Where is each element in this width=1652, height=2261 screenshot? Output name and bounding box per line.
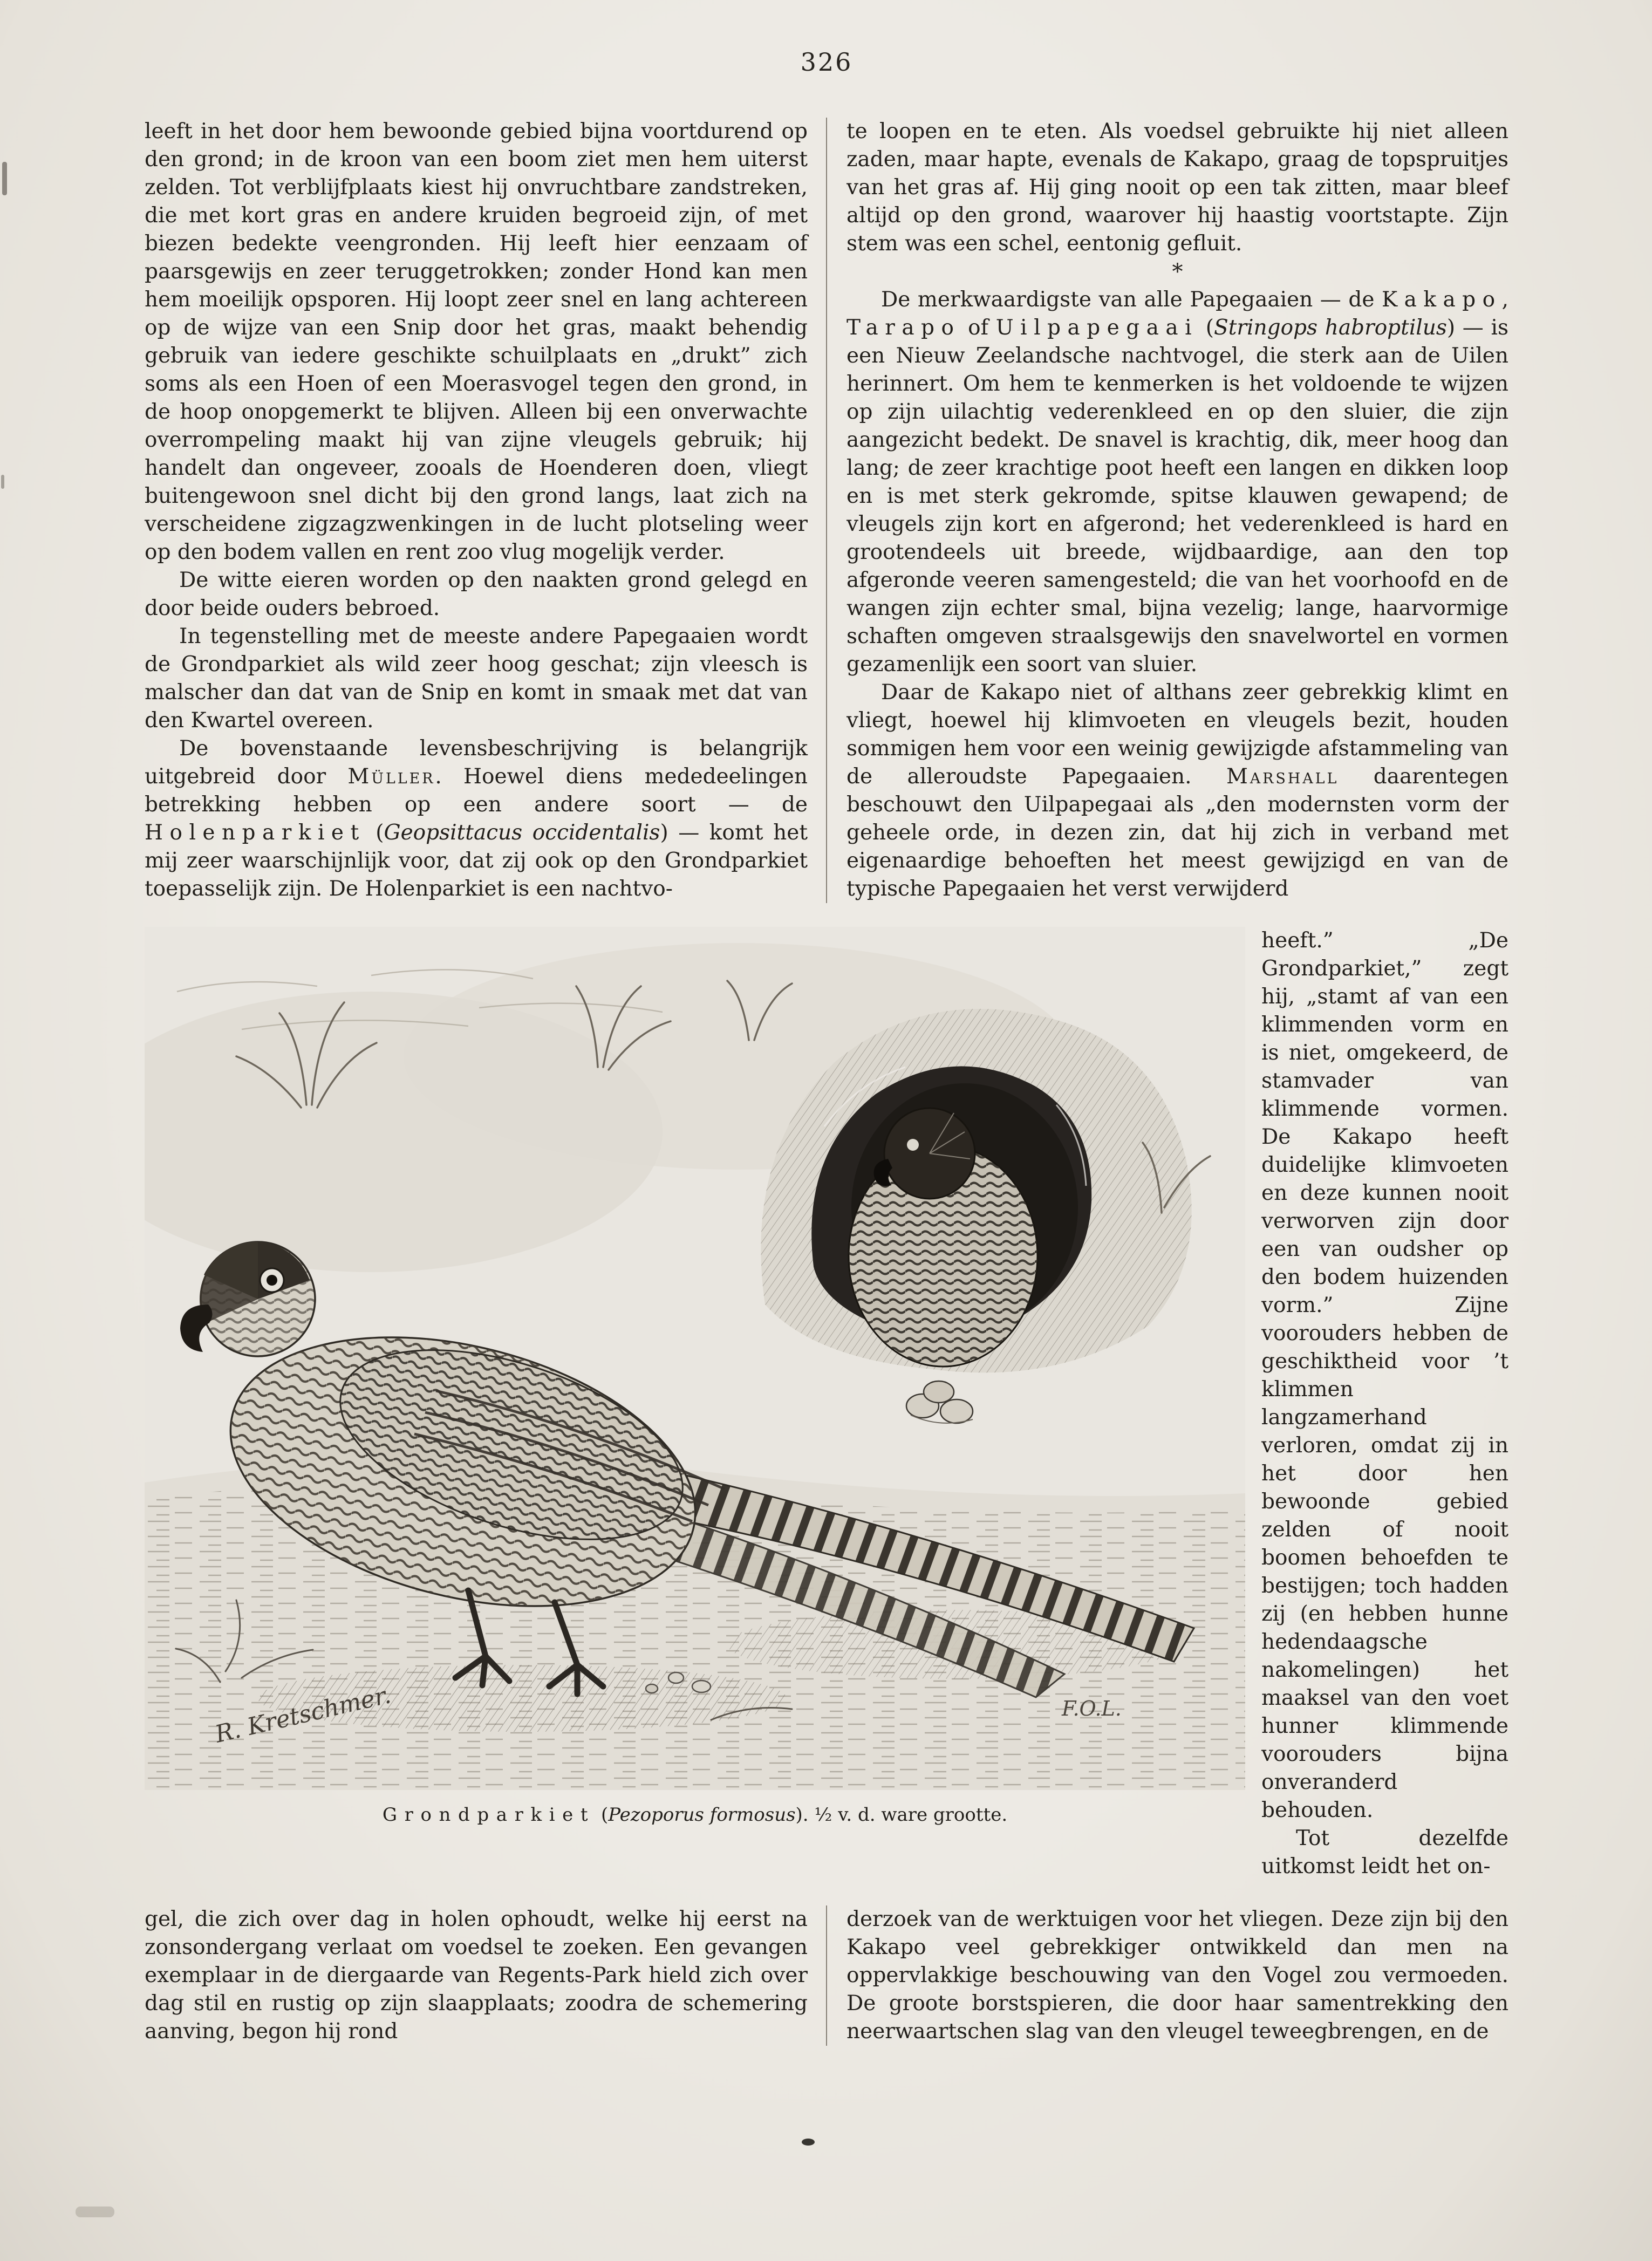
paragraph: leeft in het door hem bewoonde gebied bijna voortdurend op den grond; in de kroon van een boom ziet men hem uiterst zelden. Tot verblijfplaats kiest hij onvruchtbare zandstreken, die met kort gras en andere kruiden begroeid zijn, of met biezen bedekte veengronden. Hij leeft hier eenzaam of paarsgewijs en zeer teruggetrokken; zonder Hond kan men hem moeilijk opsporen. Hij loopt zeer snel en lang achtereen op de wijze van een Snip door het gras, maakt behendig gebruik van iedere geschikte schuilplaats en „drukt” zich soms als een Hoen of een Moerasvogel tegen den grond, in de hoop onopgemerkt te blijven. Alleen bij een onverwachte overrompeling maakt hij van zijne vleugels gebruik; hij handelt dan ongeveer, zooals de Hoenderen doen, vliegt buitengewoon snel dicht bij den grond langs, laat zich na verscheidene zigzagzwenkingen in de lucht plotseling weer op den bodem vallen en rent zoo vlug mogelijk verder.	[145, 119, 808, 564]
right-column-top	[827, 118, 1508, 903]
paragraph: derzoek van de werktuigen voor het vliegen. Deze zijn bij den Kakapo veel gebrekkiger ontwikkeld dan men na oppervlakkige beschouwing van den Vogel zou vermoeden. De groote borstspieren, die door haar samentrekking den neerwaartschen slag van den vleugel teweegbrengen, en de	[847, 1907, 1508, 2044]
page-number: 326	[800, 47, 853, 77]
paragraph: Daar de Kakapo niet of althans zeer gebrekkig klimt en vliegt, hoewel hij klimvoeten en vleugels bezit, houden sommigen hem voor een weinig gewijzigde afstammeling van de alleroudste Papegaaien. Marshall daarentegen beschouwt den Uilpapegaai als „den modernsten vorm der geheele orde, in dezen zin, dat hij zich in verband met eigenaardige behoeften het meest gewijzigd en van de typische Papegaaien het verst verwijderd	[847, 680, 1508, 901]
artist-signature: R. Kretschmer.	[213, 1681, 394, 1748]
section-separator: *	[1172, 259, 1183, 284]
right-column-bottom	[827, 1905, 1508, 2046]
page-content	[145, 47, 1508, 2046]
paragraph: Tot dezelfde uitkomst leidt het on-	[1261, 1826, 1508, 1879]
paragraph: De witte eieren worden op den naakten grond gelegd en door beide ouders bebroed.	[145, 568, 808, 620]
paragraph: De merkwaardigste van alle Papegaaien — de Kakapo, Tarapo of Uilpapegaai (Stringops habroptilus) — is een Nieuw Zeelandsche nachtvogel, die sterk aan de Uilen herinnert. Om hem te kenmerken is het voldoende te wijzen op zijn uilachtig vederenkleed en op den sluier, die zijn aangezicht bedekt. De snavel is krachtig, dik, meer hoog dan lang; de zeer krachtige poot heeft een langen en dikken loop en is met sterk gekromde, spitse klauwen gewapend; de vleugels zijn kort en afgerond; het vederenkleed is hard en grootendeels uit breede, wijdbaardige, aan den top afgeronde veeren samengesteld; die van het voorhoofd en de wangen zijn echter smal, bijna vezelig; lange, haarvormige schaften omgeven straalsgewijs den snavelwortel en vormen gezamenlijk een soort van sluier.	[847, 288, 1508, 677]
left-column-top	[145, 118, 826, 903]
left-column-bottom	[145, 1905, 826, 2046]
bottom-text-section	[145, 1905, 1508, 2046]
scan-artifact	[76, 2207, 114, 2217]
engraving-ground-parrots	[145, 927, 1245, 1790]
paragraph: In tegenstelling met de meeste andere Papegaaien wordt de Grondparkiet als wild zeer hoog geschat; zijn vleesch is malscher dan dat van de Snip en komt in smaak met dat van den Kwartel overeen.	[145, 624, 808, 733]
figure-caption: Grondparkiet (Pezoporus formosus). ½ v. d. ware grootte.	[382, 1804, 1008, 1826]
figure-section	[145, 927, 1508, 1881]
paragraph: heeft.” „De Grondparkiet,” zegt hij, „stamt af van een klimmenden vorm en is niet, omgekeerd, de stamvader van klimmende vormen. De Kakapo heeft duidelijke klimvoeten en deze kunnen nooit verworven zijn door een van oudsher op den bodem huizenden vorm.” Zijne voorouders hebben de geschiktheid voor ’t klimmen langzamerhand verloren, omdat zij in het door hen bewoonde gebied zelden of nooit boomen behoefden te bestijgen; toch hadden zij (en hebben hunne hedendaagsche nakomelingen) het maaksel van den voet hunner klimmende voorouders bijna onveranderd behouden.	[1261, 928, 1508, 1822]
top-text-section	[145, 118, 1508, 903]
scan-artifact	[2, 162, 7, 195]
scan-artifact	[802, 2139, 815, 2146]
paragraph: gel, die zich over dag in holen ophoudt, welke hij eerst na zonsondergang verlaat om voedsel te zoeken. Een gevangen exemplaar in de diergaarde van Regents-Park hield zich over dag stil en rustig op zijn slaapplaats; zoodra de schemering aanving, begon hij rond	[145, 1907, 808, 2044]
right-column-narrow	[1245, 927, 1508, 1881]
paragraph: te loopen en te eten. Als voedsel gebruikte hij niet alleen zaden, maar hapte, evenals de Kakapo, graag de topspruitjes van het gras af. Hij ging nooit op een tak zitten, maar bleef altijd op den grond, waarover hij haastig voortstapte. Zijn stem was een schel, eentonig gefluit.	[847, 119, 1508, 256]
engraver-monogram: F.O.L.	[1062, 1697, 1122, 1720]
paragraph: De bovenstaande levensbeschrijving is belangrijk uitgebreid door Müller. Hoewel diens mededeelingen betrekking hebben op een andere soort — de Holenparkiet (Geopsittacus occidentalis) — komt het mij zeer waarschijnlijk voor, dat zij ook op den Grondparkiet toepasselijk zijn. De Holenparkiet is een nachtvo-	[145, 736, 808, 901]
scan-artifact	[1, 475, 4, 489]
figure-column	[145, 927, 1245, 1881]
